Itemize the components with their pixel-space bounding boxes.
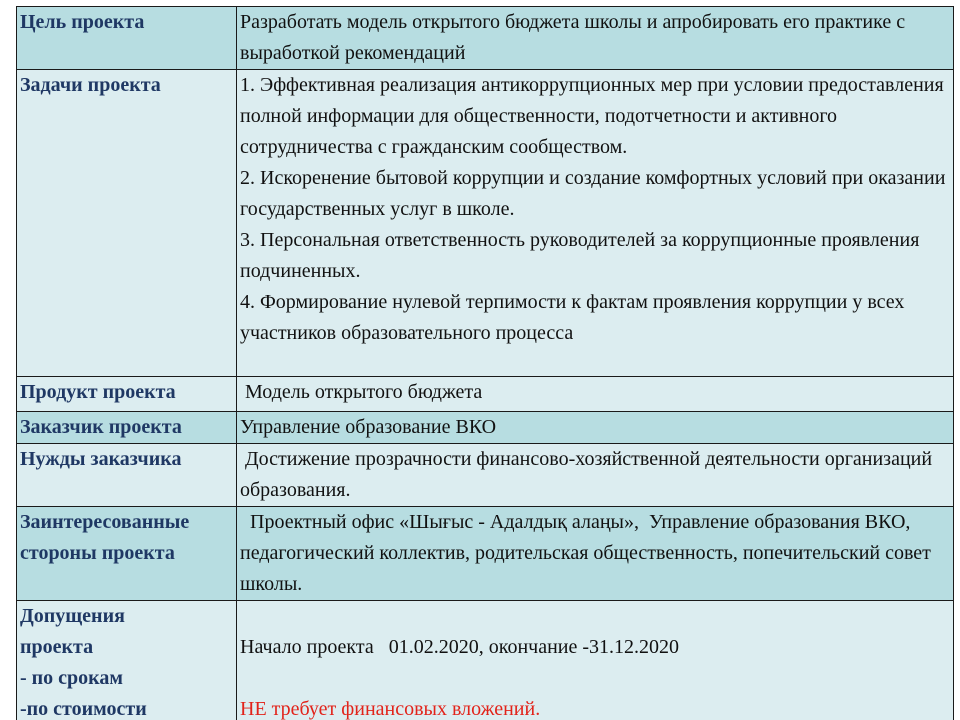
row-value: Проектный офис «Шығыс - Адалдық алаңы», Управление образования ВКО, педагогический коллектив, родительская общественность, попечительский совет школы. <box>237 507 954 601</box>
row-value: Достижение прозрачности финансово-хозяйственной деятельности организаций образования. <box>237 444 954 507</box>
table-row-tasks <box>17 70 954 377</box>
assumptions-value <box>237 601 954 720</box>
row-value: Модель открытого бюджета <box>237 377 954 412</box>
table-row-customer-needs <box>17 444 954 507</box>
project-passport-table <box>16 6 954 720</box>
cost-warning-text: НЕ требует финансовых вложений. <box>240 698 541 720</box>
table-row-goal <box>17 7 954 70</box>
task-item: 3. Персональная ответственность руководителей за коррупционные проявления подчиненных. <box>240 229 920 282</box>
table-row-product <box>17 377 954 412</box>
task-item: 4. Формирование нулевой терпимости к фактам проявления коррупции у всех участников образовательного процесса <box>240 291 905 344</box>
row-label: Нужды заказчика <box>17 444 237 507</box>
label-line: - по срокам <box>20 667 124 689</box>
schedule-text: Начало проекта 01.02.2020, окончание -31.12.2020 <box>240 636 680 658</box>
label-line: Допущения <box>20 605 125 627</box>
label-line: -по стоимости <box>20 698 147 720</box>
row-label: Продукт проекта <box>17 377 237 412</box>
table-row-assumptions <box>17 601 954 720</box>
row-value: Управление образование ВКО <box>237 412 954 444</box>
task-item: 1. Эффективная реализация антикоррупционных мер при условии предоставления полной информации для общественности, подотчетности и активного сотрудничества с гражданским сообществом. <box>240 74 944 158</box>
spacer <box>240 663 950 694</box>
table-row-customer <box>17 412 954 444</box>
row-value: Разработать модель открытого бюджета школы и апробировать его практике с выработкой рекомендаций <box>237 7 954 70</box>
task-item: 2. Искоренение бытовой коррупции и создание комфортных условий при оказании государственных услуг в школе. <box>240 167 946 220</box>
task-list <box>237 70 954 377</box>
row-label: Заинтересованные стороны проекта <box>17 507 237 601</box>
spacer <box>240 601 950 632</box>
row-label: Задачи проекта <box>17 70 237 377</box>
table-row-stakeholders <box>17 507 954 601</box>
row-label <box>17 601 237 720</box>
row-label: Заказчик проекта <box>17 412 237 444</box>
row-label: Цель проекта <box>17 7 237 70</box>
label-line: проекта <box>20 636 94 658</box>
